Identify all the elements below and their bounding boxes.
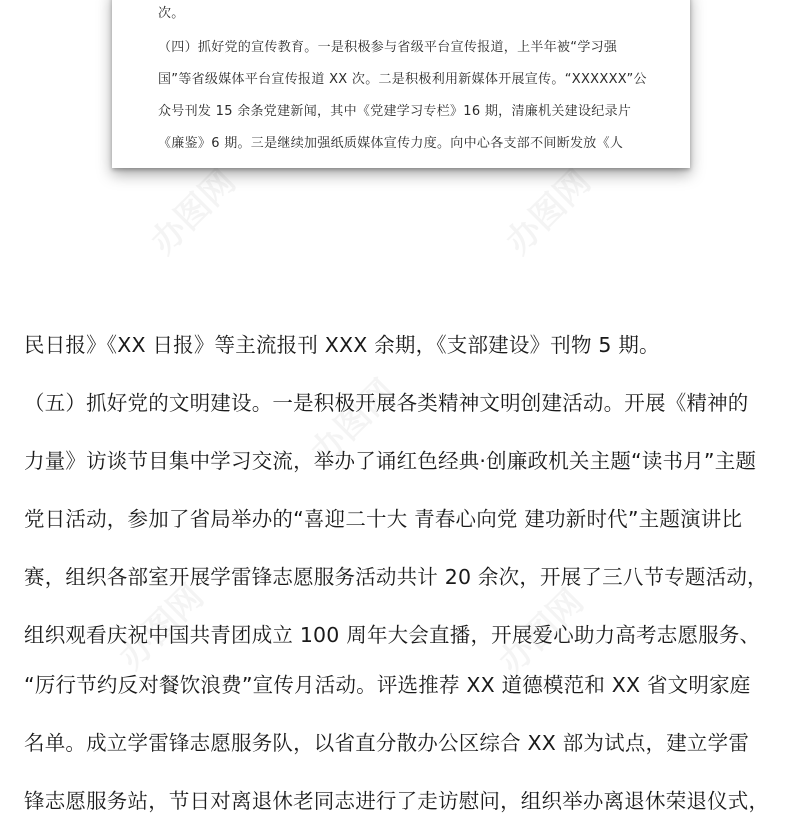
body-text-line: 民日报》《XX 日报》等主流报刊 XXX 余期，《支部建设》刊物 5 期。	[24, 333, 660, 357]
body-text-line: 力量》访谈节目集中学习交流，举办了诵红色经典·创廉政机关主题“读书月”主题	[24, 449, 757, 473]
body-text-line: 名单。成立学雷锋志愿服务队，以省直分散办公区综合 XX 部为试点，建立学雷	[24, 731, 750, 755]
document-preview-card	[112, 0, 690, 168]
body-text-line: 组织观看庆祝中国共青团成立 100 周年大会直播，开展爱心助力高考志愿服务、	[24, 623, 761, 647]
body-text-line: “厉行节约反对餐饮浪费”宣传月活动。评选推荐 XX 道德模范和 XX 省文明家庭	[24, 673, 751, 697]
watermark: 办图网	[111, 576, 212, 678]
paper-text-line: 次。	[158, 6, 185, 21]
paper-text-line: 《廉鉴》6 期。三是继续加强纸质媒体宣传力度。向中心各支部不间断发放《人	[158, 136, 624, 151]
watermark: 办图网	[303, 371, 404, 473]
watermark: 办图网	[498, 161, 599, 263]
body-text-line: （五）抓好党的文明建设。一是积极开展各类精神文明创建活动。开展《精神的	[24, 391, 749, 415]
body-text-line: 锋志愿服务站，节日对离退休老同志进行了走访慰问，组织举办离退休荣退仪式，	[24, 789, 770, 813]
watermark: 办图网	[491, 581, 592, 683]
paper-text-line: 众号刊发 15 余条党建新闻，其中《党建学习专栏》16 期，清廉机关建设纪录片	[158, 104, 632, 119]
paper-text-line: 国”等省级媒体平台宣传报道 XX 次。二是积极利用新媒体开展宣传。“XXXXXX”公	[158, 72, 647, 87]
body-text-line: 党日活动，参加了省局举办的“喜迎二十大 青春心向党 建功新时代”主题演讲比	[24, 507, 743, 531]
body-text-line: 赛，组织各部室开展学雷锋志愿服务活动共计 20 余次，开展了三八节专题活动，	[24, 565, 768, 589]
watermark: 办图网	[143, 161, 244, 263]
paper-text-line: （四）抓好党的宣传教育。一是积极参与省级平台宣传报道，上半年被“学习强	[158, 40, 618, 55]
